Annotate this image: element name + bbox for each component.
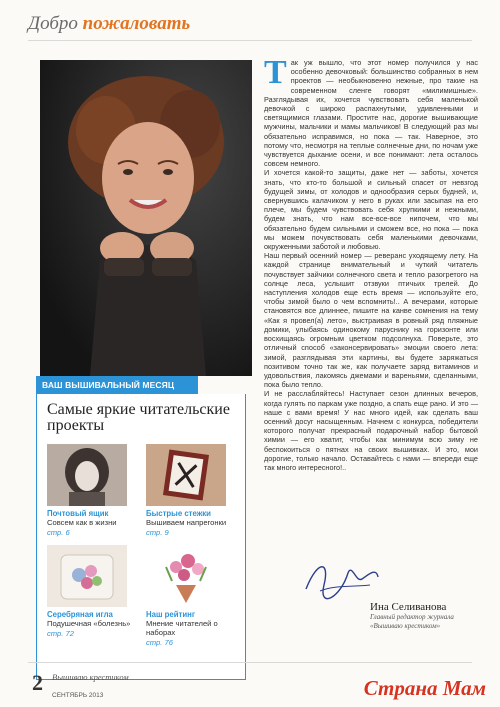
header-rule — [28, 40, 472, 41]
fast-stitches-image — [146, 444, 226, 506]
paragraph-2: И хочется какой-то защиты, даже нет — заботы, хочется знать, что кто-то большой и сильный спасет от невзгод будущей зимы, от холодов и однообразия серых будней, и, свернувшись калачиком у него в руках или засыпая на его плече, мы будем чувствовать себя хрупкими и нежными, будем знать, что нам все-все-все нипочем, что мы обязательно будем сильными и сможем все, но пока — пока мы можем почувствовать себя маленькими девочками, окруженными заботой и любовью. — [264, 168, 478, 252]
editor-photo — [40, 60, 252, 376]
silver-needle-image — [47, 545, 127, 607]
page-number: 2 — [32, 670, 43, 695]
paragraph-3: Наш первый осенний номер — реверанс уходящему лету. На каждой странице внимательный и чуткий читатель почувствует зайчики солнечного света и тепло разогретого на солнце леса, услышит отзвуки птичьих трелей. До наступления холодов еще есть время — используйте его, чтобы зимой было о чем вспомнить!.. А вечерами, которые становятся все длиннее, пишите на канве сомнения на тему «Как я провел(а) лето», выстраивая в ровный ряд пляжные домики, улыбаясь одинокому паруснику на горизонте или восхищаясь огромным цветком подсолнуха. Поверьте, это отличный способ «законсервировать» эмоции своего лета: зимой, разглядывая эти картины, вы будете заряжаться позитивом точно так же, как получаете заряд витаминов и удовольствия, лакомясь джемами и вареньями, сделанными, пока было тепло. — [264, 251, 478, 390]
project-card-mailbox[interactable] — [47, 444, 136, 537]
sidebar-title: Самые яркие читательские проекты — [47, 401, 230, 434]
page-header — [28, 13, 190, 35]
issue-date: СЕНТЯБРЬ 2013 — [52, 692, 104, 699]
paragraph-4: И не расслабляйтесь! Наступает сезон длинных вечеров, когда гулять по паркам уже поздно, а спать еще рано. И это — наше с вами время! У нас много идей, как сделать ваш осенний досуг насыщенным. Начнем с конкурса, победители которого получат прекрасный подарочный набор бытовой химии — его хватит, чтобы как минимум всю зиму не беспокоиться о пятнах на своих вышивках. И это, мои дорогие, только начало. Оставайтесь с нами — впереди еще так много интересного!.. — [264, 389, 478, 472]
project-card-fast-stitches[interactable] — [146, 444, 235, 537]
editorial-article — [264, 54, 478, 472]
page-title: Добро пожаловать — [28, 13, 191, 34]
site-watermark: Страна Мам — [363, 676, 486, 700]
footer-rule — [28, 662, 472, 663]
card-desc: Мнение читателей о наборах — [146, 619, 218, 637]
card-desc: Вышиваем напрегонки — [146, 518, 227, 527]
sidebar-box — [36, 394, 246, 680]
card-name: Почтовый ящик — [47, 509, 109, 518]
monthly-sidebar — [36, 376, 246, 666]
rating-image — [146, 545, 226, 607]
author-block — [370, 601, 485, 630]
card-desc: Совсем как в жизни — [47, 518, 117, 527]
signature-icon — [300, 555, 382, 603]
author-role: Главный редактор журнала «Вышиваю крестиком» — [370, 613, 454, 630]
card-name: Быстрые стежки — [146, 509, 211, 518]
author-name: Ина Селиванова — [370, 601, 447, 613]
paragraph-1: ак уж вышло, что этот номер получился у нас особенно девочковый: большинство собранных в нем проектов — необыкновенно нежные, про такие на современном сленге говорят «милимишные». Разглядывая их, хочется чувствовать себя маленькой девочкой с широко распахнутыми, удивленными и светящимися глазами. Простите нас, дорогие вышивающие мужчины, мальчики и мамы мальчиков! В следующий раз мы обязательно исправимся, но пока — так. Наверное, это потому что, несмотря на теплые солнечные дни, по ночам уже чувствуется дыхание осени, и все понимают: лета осталось совсем немного. — [264, 58, 478, 169]
project-card-silver-needle[interactable] — [47, 545, 136, 647]
card-name: Серебряная игла — [47, 610, 113, 619]
card-page: стр. 76 — [146, 638, 173, 647]
magazine-logo: Вышиваю крестиком — [52, 672, 129, 682]
card-page: стр. 6 — [47, 528, 70, 537]
card-name: Наш рейтинг — [146, 610, 196, 619]
card-page: стр. 9 — [146, 528, 169, 537]
dropcap: Т — [264, 54, 287, 91]
project-card-rating[interactable] — [146, 545, 235, 647]
sidebar-tab: ВАШ ВЫШИВАЛЬНЫЙ МЕСЯЦ — [36, 376, 198, 394]
card-desc: Подушечная «болезнь» — [47, 619, 131, 628]
card-page: стр. 72 — [47, 629, 74, 638]
mailbox-image — [47, 444, 127, 506]
